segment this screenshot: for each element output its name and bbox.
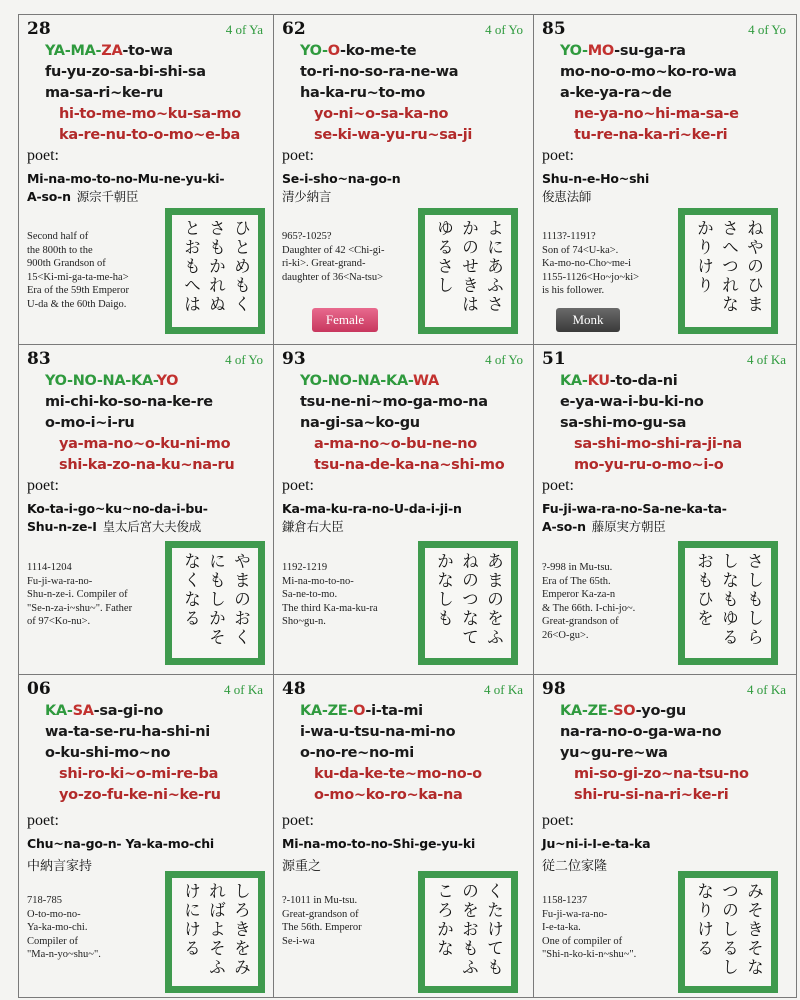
poet-label: poet: (282, 477, 314, 494)
card-group: 4 of Ka (747, 352, 786, 367)
poet-description: 1113?-1191? Son of 74<U-ka>. Ka-mo-no-Cho~me-i 1155-1126<Ho~jo~ki> is his follower. (542, 231, 640, 296)
line-3: ma-sa-ri~ke-ru (45, 85, 163, 101)
line-2: i-wa-u-tsu-na-mi-no (300, 724, 456, 740)
poet-name: Fu-ji-wa-ra-no-Sa-ne-ka-ta- A-so-n 藤原実方朝臣 (542, 501, 727, 534)
romaji-lines (45, 41, 241, 146)
poet-name: Ko-ta-i-go~ku~no-da-i-bu- Shu-n-ze-I 皇太后宮大夫俊成 (27, 501, 208, 534)
line-4: sa-shi-mo-shi-ra-ji-na (574, 436, 742, 452)
line-5: o-mo~ko-ro~ka-na (314, 787, 463, 803)
line-4: yo-ni~o-sa-ka-no (314, 106, 449, 122)
romaji-lines (560, 371, 742, 476)
line-2: tsu-ne-ni~mo-ga-mo-na (300, 394, 488, 410)
line-5: tu-re-na-ka-ri~ke-ri (574, 127, 728, 143)
poet-label: poet: (27, 477, 59, 494)
kana-box: さしもしら しなもゆる おもひを (678, 541, 778, 665)
romaji-lines (45, 371, 234, 476)
line-3: o-no-re~no-mi (300, 745, 414, 761)
poem-card-85 (534, 15, 796, 345)
romaji-lines (300, 701, 482, 806)
line-4: ne-ya-no~hi-ma-sa-e (574, 106, 739, 122)
line-3: o-mo-i~i-ru (45, 415, 135, 431)
card-number: 62 (282, 19, 306, 39)
line-2: mo-no-o-mo~ko-ro-wa (560, 64, 737, 80)
poem-card-98 (534, 675, 796, 997)
poet-kanji: 従二位家隆 (542, 859, 608, 874)
monk-badge: Monk (556, 308, 620, 332)
card-number: 98 (542, 679, 566, 699)
poet-kanji: 皇太后宮大夫俊成 (102, 519, 202, 534)
card-number: 48 (282, 679, 306, 699)
line-2: fu-yu-zo-sa-bi-shi-sa (45, 64, 206, 80)
poet-label: poet: (27, 812, 59, 829)
poet-description: 1158-1237 Fu-ji-wa-ra-no- I-e-ta-ka. One of compiler of "Shi-n-ko-ki-n~shu~". (542, 895, 637, 960)
poet-kanji: 藤原実方朝臣 (591, 519, 666, 534)
poem-card-62 (274, 15, 534, 345)
card-number: 28 (27, 19, 51, 39)
line-1: KA-KU-to-da-ni (560, 373, 678, 389)
kana-box: よにあふさ かのせきは ゆるさし (418, 208, 518, 334)
poet-name: Mi-na-mo-to-no-Shi-ge-yu-ki (282, 836, 476, 851)
poet-description: 965?-1025? Daughter of 42 <Chi-gi- ri-ki>. Great-grand- daughter of 36<Na-tsu> (282, 231, 385, 283)
card-number: 83 (27, 349, 51, 369)
line-1: KA-ZE-O-i-ta-mi (300, 703, 423, 719)
kana-box: ひとめもく さもかれぬ とおもへは (165, 208, 265, 334)
romaji-lines (45, 701, 221, 806)
poet-kanji: 源宗千朝臣 (76, 189, 139, 204)
line-5: shi-ka-zo-na-ku~na-ru (59, 457, 235, 473)
poem-card-51 (534, 345, 796, 675)
line-3: na-gi-sa~ko-gu (300, 415, 420, 431)
card-group: 4 of Yo (748, 22, 786, 37)
line-5: se-ki-wa-yu-ru~sa-ji (314, 127, 473, 143)
poet-name: Chu~na-go-n- Ya-ka-mo-chi (27, 836, 214, 851)
poet-description: 1192-1219 Mi-na-mo-to-no- Sa-ne-to-mo. The third Ka-ma-ku-ra Sho~gu-n. (282, 562, 378, 627)
line-5: shi-ru-si-na-ri~ke-ri (574, 787, 729, 803)
kana-box: やまのおく にもしかそ なくなる (165, 541, 265, 665)
line-4: hi-to-me-mo~ku-sa-mo (59, 106, 241, 122)
poet-kanji: 中納言家持 (27, 859, 93, 874)
line-2: to-ri-no-so-ra-ne-wa (300, 64, 459, 80)
line-4: mi-so-gi-zo~na-tsu-no (574, 766, 749, 782)
poet-description: ?-1011 in Mu-tsu. Great-grandson of The 56th. Emperor Se-i-wa (282, 895, 362, 947)
card-group: 4 of Ka (747, 682, 786, 697)
poet-description: 1114-1204 Fu-ji-wa-ra-no- Shu-n-ze-i. Compiler of "Se-n-za-i~shu~". Father of 97<Ko-nu>. (27, 562, 133, 627)
poet-kanji: 源重之 (282, 859, 322, 874)
poet-label: poet: (282, 812, 314, 829)
kana-box: みそきそな つのしるし なりける (678, 871, 778, 993)
line-3: yu~gu-re~wa (560, 745, 668, 761)
line-2: wa-ta-se-ru-ha-shi-ni (45, 724, 210, 740)
line-2: e-ya-wa-i-bu-ki-no (560, 394, 704, 410)
poem-card-83 (19, 345, 274, 675)
poem-card-93 (274, 345, 534, 675)
poem-card-48 (274, 675, 534, 997)
line-4: ku-da-ke-te~mo-no-o (314, 766, 482, 782)
line-2: mi-chi-ko-so-na-ke-re (45, 394, 213, 410)
poet-name: Ka-ma-ku-ra-no-U-da-i-ji-n 鎌倉右大臣 (282, 501, 462, 534)
line-1: YO-MO-su-ga-ra (560, 43, 686, 59)
poet-label: poet: (27, 147, 59, 164)
line-3: a-ke-ya-ra~de (560, 85, 672, 101)
card-number: 93 (282, 349, 306, 369)
line-3: sa-shi-mo-gu-sa (560, 415, 687, 431)
line-5: yo-zo-fu-ke-ni~ke-ru (59, 787, 221, 803)
line-1: KA-ZE-SO-yo-gu (560, 703, 686, 719)
romaji-lines (300, 41, 472, 146)
card-number: 51 (542, 349, 566, 369)
poet-description: 718-785 O-to-mo-no- Ya-ka-mo-chi. Compiler of "Ma-n-yo~shu~". (27, 895, 101, 960)
kana-box: しろきをみ ればよそふ けにける (165, 871, 265, 993)
poet-label: poet: (542, 812, 574, 829)
line-4: a-ma-no~o-bu-ne-no (314, 436, 477, 452)
female-badge: Female (312, 308, 378, 332)
line-1: YO-NO-NA-KA-WA (300, 373, 439, 389)
card-group: 4 of Ka (224, 682, 263, 697)
line-5: ka-re-nu-to-o-mo~e-ba (59, 127, 240, 143)
line-4: ya-ma-no~o-ku-ni-mo (59, 436, 231, 452)
kana-box: くたけても のをおもふ ころかな (418, 871, 518, 993)
card-group: 4 of Yo (485, 22, 523, 37)
kana-box: あまのをふ ねのつなて かなしも (418, 541, 518, 665)
poet-description: ?-998 in Mu-tsu. Era of The 65th. Emperor Ka-za-n & The 66th. I-chi-jo~. Great-grandson of 26<O-gu>. (542, 562, 636, 641)
poet-name: Shu-n-e-Ho~shi 俊恵法師 (542, 171, 650, 204)
card-group: 4 of Ka (484, 682, 523, 697)
card-group: 4 of Yo (225, 352, 263, 367)
poet-kanji: 鎌倉右大臣 (282, 519, 344, 534)
poet-name: Mi-na-mo-to-no-Mu-ne-yu-ki- A-so-n 源宗千朝臣 (27, 171, 225, 204)
poet-kanji: 俊恵法師 (542, 189, 592, 204)
card-grid (18, 14, 797, 998)
line-1: YA-MA-ZA-to-wa (45, 43, 173, 59)
line-4: shi-ro-ki~o-mi-re-ba (59, 766, 219, 782)
poem-card-28 (19, 15, 274, 345)
poet-label: poet: (542, 477, 574, 494)
romaji-lines (300, 371, 504, 476)
card-number: 85 (542, 19, 566, 39)
line-5: mo-yu-ru-o-mo~i-o (574, 457, 724, 473)
kana-box: ねやのひま さへつれな かりけり (678, 208, 778, 334)
line-3: ha-ka-ru~to-mo (300, 85, 425, 101)
poet-label: poet: (282, 147, 314, 164)
poet-name: Ju~ni-i-I-e-ta-ka (542, 836, 651, 851)
poet-kanji: 清少納言 (282, 189, 332, 204)
line-2: na-ra-no-o-ga-wa-no (560, 724, 722, 740)
line-1: KA-SA-sa-gi-no (45, 703, 164, 719)
poet-name: Se-i-sho~na-go-n 清少納言 (282, 171, 401, 204)
line-3: o-ku-shi-mo~no (45, 745, 171, 761)
poem-card-06 (19, 675, 274, 997)
line-1: YO-NO-NA-KA-YO (45, 373, 179, 389)
poet-description: Second half of the 800th to the 900th Grandson of 15<Ki-mi-ga-ta-me-ha> Era of the 59th Emperor U-da & the 60th Daigo. (27, 231, 130, 310)
card-group: 4 of Ya (225, 22, 263, 37)
card-group: 4 of Yo (485, 352, 523, 367)
line-1: YO-O-ko-me-te (300, 43, 417, 59)
card-number: 06 (27, 679, 51, 699)
line-5: tsu-na-de-ka-na~shi-mo (314, 457, 505, 473)
poet-label: poet: (542, 147, 574, 164)
romaji-lines (560, 41, 739, 146)
romaji-lines (560, 701, 749, 806)
